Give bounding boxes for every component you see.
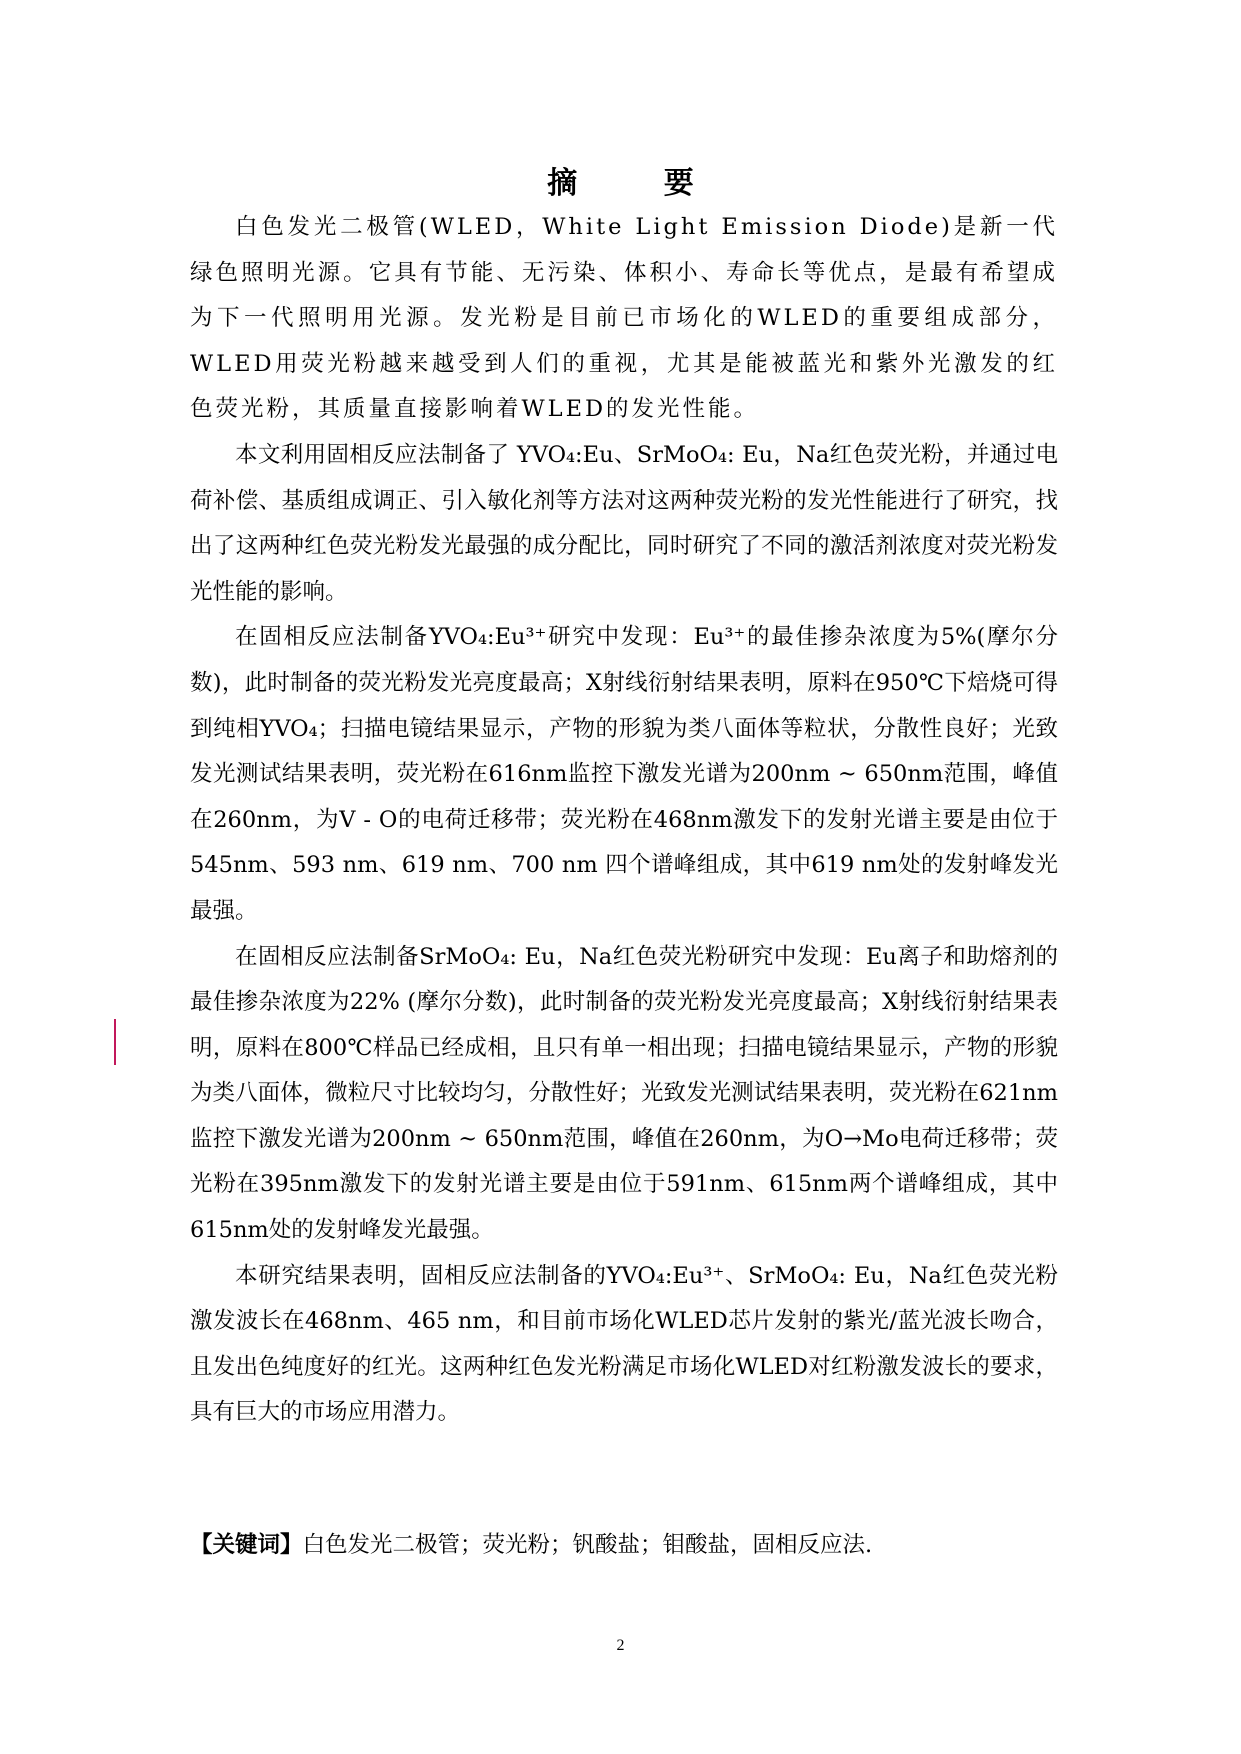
- paragraph-srmoo4-results: 在固相反应法制备SrMoO₄: Eu，Na红色荧光粉研究中发现：Eu离子和助熔剂的最佳掺杂浓度为22% (摩尔分数)，此时制备的荧光粉发光亮度最高；X射线衍射结果表明，原料在800℃样品已经成相，且只有单一相出现；扫描电镜结果显示，产物的形貌为类八面体，微粒尺寸比较均匀，分散性好；光致发光测试结果表明，荧光粉在621nm监控下激发光谱为200nm ~ 650nm范围，峰值在260nm，为O→Mo电荷迁移带；荧光粉在395nm激发下的发射光谱主要是由位于591nm、615nm两个谱峰组成，其中615nm处的发射峰发光最强。: [190, 943, 1058, 1244]
- page-title: 摘 要: [547, 166, 732, 201]
- abstract-body: [190, 205, 1058, 1436]
- page-number: 2: [616, 1637, 625, 1654]
- paragraph-intro: 白色发光二极管(WLED，White Light Emission Diode)是新一代绿色照明光源。它具有节能、无污染、体积小、寿命长等优点，是最有希望成为下一代照明用光源。发光粉是目前已市场化的WLED的重要组成部分，WLED用荧光粉越来越受到人们的重视，尤其是能被蓝光和紫外光激发的红色荧光粉，其质量直接影响着WLED的发光性能。: [190, 214, 1058, 423]
- keywords: [190, 1525, 1058, 1565]
- paragraph-conclusion: 本研究结果表明，固相反应法制备的YVO₄:Eu³⁺、SrMoO₄: Eu，Na红色荧光粉激发波长在468nm、465 nm，和目前市场化WLED芯片发射的紫光/蓝光波长吻合，且发出色纯度好的红光。这两种红色发光粉满足市场化WLED对红粉激发波长的要求，具有巨大的市场应用潜力。: [190, 1262, 1058, 1426]
- keywords-label: 【关键词】: [190, 1532, 303, 1558]
- paragraph-method: 本文利用固相反应法制备了 YVO₄:Eu、SrMoO₄: Eu，Na红色荧光粉，并通过电荷补偿、基质组成调正、引入敏化剂等方法对这两种荧光粉的发光性能进行了研究，找出了这两种红色荧光粉发光最强的成分配比，同时研究了不同的激活剂浓度对荧光粉发光性能的影响。: [190, 441, 1058, 605]
- text-cursor-mark: [114, 1019, 116, 1065]
- paragraph-yvo4-results: 在固相反应法制备YVO₄:Eu³⁺研究中发现：Eu³⁺的最佳掺杂浓度为5%(摩尔分数)，此时制备的荧光粉发光亮度最高；X射线衍射结果表明，原料在950℃下焙烧可得到纯相YVO₄；扫描电镜结果显示，产物的形貌为类八面体等粒状，分散性良好；光致发光测试结果表明，荧光粉在616nm监控下激发光谱为200nm ~ 650nm范围，峰值在260nm，为V - O的电荷迁移带；荧光粉在468nm激发下的发射光谱主要是由位于545nm、593 nm、619 nm、700 nm 四个谱峰组成，其中619 nm处的发射峰发光最强。: [190, 624, 1058, 924]
- keywords-text: 白色发光二极管；荧光粉；钒酸盐；钼酸盐，固相反应法.: [302, 1532, 873, 1558]
